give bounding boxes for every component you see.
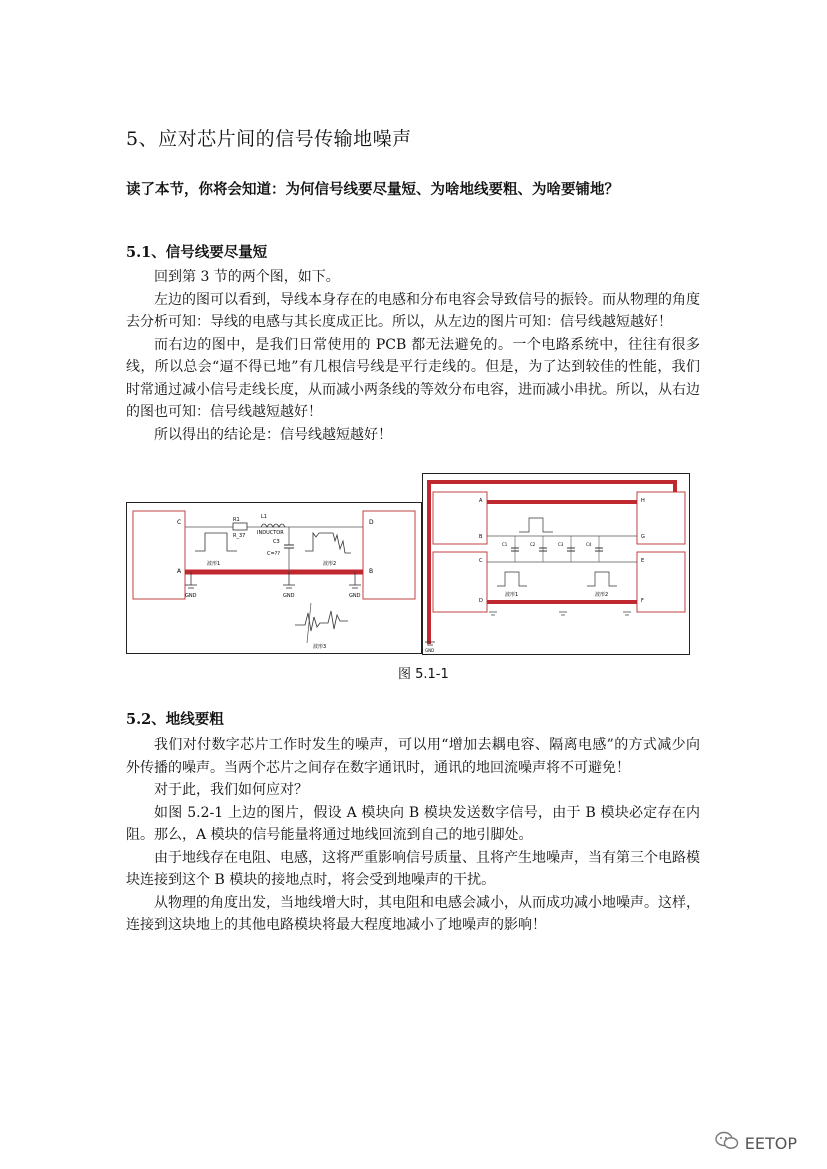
- paragraph: 左边的图可以看到，导线本身存在的电感和分布电容会导致信号的振铃。而从物理的角度去分析可知：导线的电感与其长度成正比。所以，从左边的图片可知：信号线越短越好！: [126, 291, 700, 330]
- pin-label-d: D: [479, 598, 483, 604]
- paragraph: 我们对付数字芯片工作时发生的噪声，可以用“增加去耦电容、隔离电感”的方式减少向外传播的噪声。当两个芯片之间存在数字通讯时，通讯的地回流噪声将不可避免！: [126, 737, 700, 776]
- circuit-diagram-left: [127, 503, 421, 653]
- logo-text: EETOP: [744, 1133, 797, 1153]
- inductor-l1: [261, 524, 285, 527]
- capacitor-label: C3: [558, 542, 564, 547]
- section-5-1-body: [126, 266, 700, 446]
- paragraph: 由于地线存在电阻、电感，这将严重影响信号质量、且将产生地噪声，当有第三个电路模块连接到这个 B 模块的接地点时，将会受到地噪声的干扰。: [126, 849, 700, 888]
- pin-label-c: C: [479, 558, 483, 564]
- waveform-1-icon: [195, 533, 237, 551]
- figure-caption: 图 5.1-1: [398, 667, 449, 682]
- pin-label-f: F: [641, 598, 644, 604]
- pin-label-a: A: [177, 568, 182, 575]
- pin-label-h: H: [641, 498, 645, 504]
- waveform-label-2: 波形2: [323, 561, 337, 567]
- pin-label-e: E: [641, 558, 645, 564]
- section-intro: 读了本节，你将会知道：为何信号线要尽量短、为啥地线要粗、为啥要铺地？: [126, 181, 619, 198]
- waveform-2-icon: [305, 533, 351, 553]
- eetop-watermark: [715, 1131, 797, 1155]
- waveform-label-1: 波形1: [207, 561, 221, 567]
- pin-label-b: B: [479, 534, 483, 540]
- paragraph: 从物理的角度出发，当地线增大时，其电阻和电感会减小，从而成功减小地噪声。这样，连接到这块地上的其他电路模块将最大程度地减小了地噪声的影响！: [126, 894, 700, 933]
- circuit-diagram-right: [423, 474, 689, 654]
- section-5-2-body: [126, 734, 700, 937]
- figure-right-crosstalk-circuit: [422, 473, 690, 655]
- inductor-label: L1: [261, 514, 267, 520]
- module-e-f: [637, 552, 685, 612]
- pin-label-b: B: [369, 568, 374, 575]
- waveform-3-icon: [295, 611, 348, 631]
- resistor-value: R_37: [233, 533, 246, 539]
- waveform-label-1: 波形1: [505, 592, 519, 598]
- subsection-heading-5-2: 5.2、地线要粗: [126, 711, 224, 728]
- pin-label-a: A: [479, 498, 483, 504]
- paragraph: 回到第 3 节的两个图，如下。: [154, 269, 340, 285]
- waveform-top-icon: [519, 518, 553, 532]
- paragraph: 如图 5.2-1 上边的图片，假设 A 模块向 B 模块发送数字信号，由于 B 模块必定存在内阻。那么，A 模块的信号能量将通过地线回流到自己的地引脚处。: [126, 804, 700, 843]
- ground-label: GND: [425, 648, 435, 653]
- subsection-heading-5-1: 5.1、信号线要尽量短: [126, 244, 268, 261]
- waveform-label-3: 波形3: [313, 644, 327, 650]
- ground-label: GND: [349, 593, 361, 599]
- paragraph: 对于此，我们如何应对？: [154, 782, 308, 798]
- capacitor-label: C3: [273, 539, 280, 545]
- resistor-r1: [233, 523, 247, 530]
- resistor-label: R1: [233, 517, 240, 523]
- ground-symbol-icon: [283, 572, 295, 599]
- waveform-label-2: 波形2: [595, 592, 609, 598]
- pin-label-d: D: [369, 519, 374, 526]
- waveform-2-icon: [587, 572, 617, 586]
- coupling-capacitors: [511, 536, 603, 562]
- pin-label-g: G: [641, 534, 645, 540]
- inductor-value: INDUCTOR: [257, 530, 284, 536]
- ground-symbol-icon: [349, 572, 361, 599]
- capacitor-value: C=??: [267, 551, 280, 557]
- wechat-icon: [715, 1131, 739, 1155]
- ground-label: GND: [283, 593, 295, 599]
- capacitor-label: C1: [502, 542, 508, 547]
- capacitor-label: C4: [586, 542, 592, 547]
- ground-return-trace: [429, 482, 675, 644]
- figure-left-ringing-circuit: [126, 502, 422, 654]
- ground-label: GND: [185, 593, 197, 599]
- paragraph: 所以得出的结论是：信号线越短越好！: [154, 426, 392, 443]
- capacitor-label: C2: [530, 542, 536, 547]
- waveform-1-icon: [497, 572, 527, 586]
- section-title: 5、应对芯片间的信号传输地噪声: [126, 128, 412, 150]
- ground-symbol-icon: [185, 572, 197, 599]
- ground-symbols-row: [489, 612, 631, 615]
- paragraph: 而右边的图中，是我们日常使用的 PCB 都无法避免的。一个电路系统中，往往有很多线，所以总会“逼不得已地”有几根信号线是平行走线的。但是，为了达到较佳的性能，我们时常通过减小信号走线长度，从而减小两条线的等效分布电容，进而减小串扰。所以，从右边的图也可知：信号线越短越好！: [126, 336, 700, 420]
- pin-label-c: C: [177, 519, 182, 526]
